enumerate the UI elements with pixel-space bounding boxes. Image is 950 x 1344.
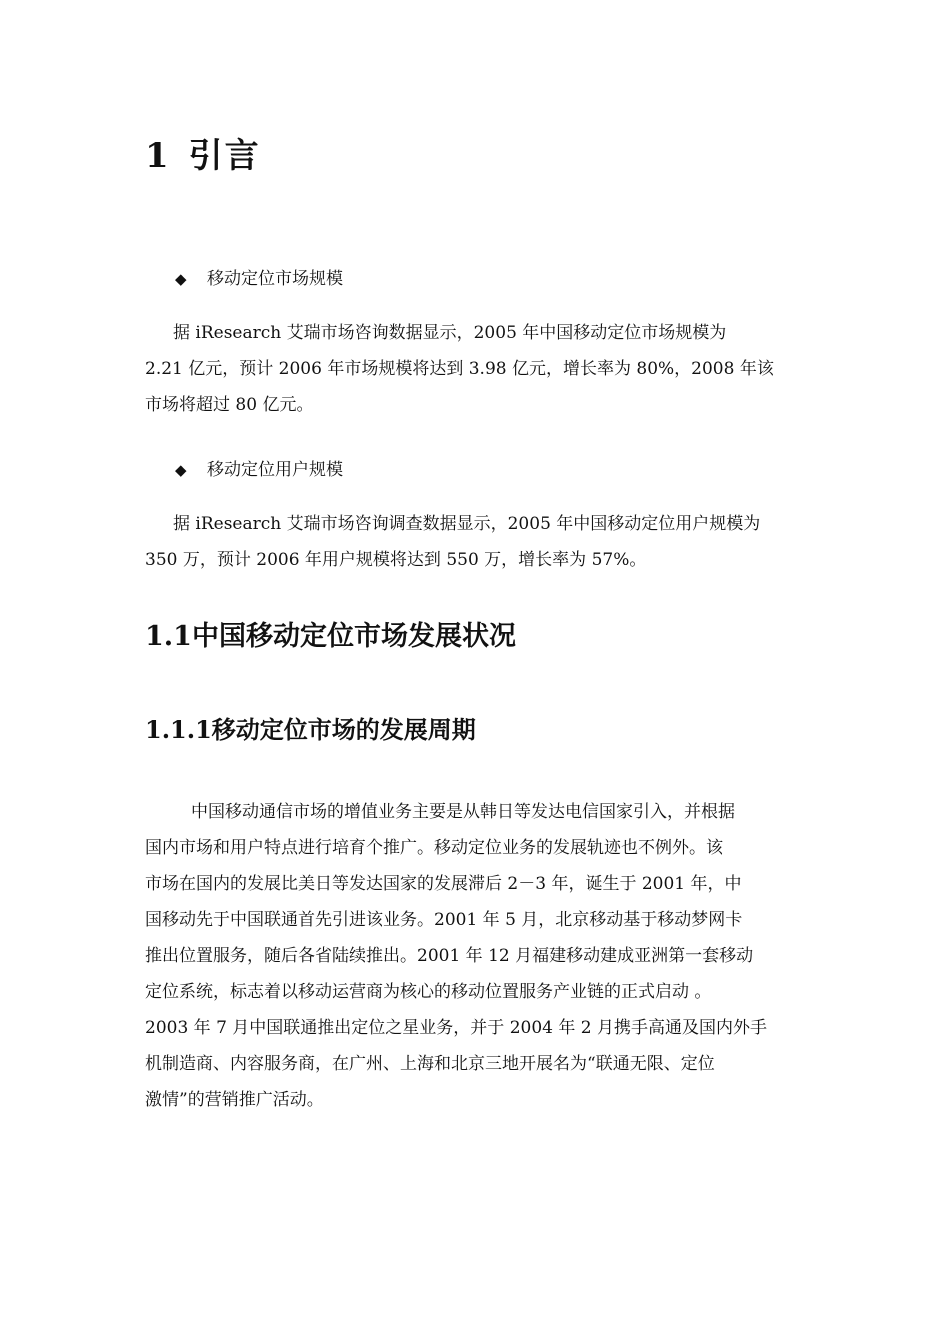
bullet-user-size <box>175 455 343 480</box>
bullet-heading: 移动定位市场规模 <box>207 269 343 289</box>
paragraph-line: 推出位置服务，随后各省陆续推出。2001 年 12 月福建移动建成亚洲第一套移动 <box>145 946 754 966</box>
paragraph-line: 2003 年 7 月中国联通推出定位之星业务，并于 2004 年 2 月携手高通及国内外手 <box>145 1018 767 1038</box>
paragraph-line: 机制造商、内容服务商，在广州、上海和北京三地开展名为“联通无限、定位 <box>145 1054 715 1074</box>
paragraph-line: 据 iResearch 艾瑞市场咨询数据显示，2005 年中国移动定位市场规模为 <box>173 323 727 343</box>
diamond-bullet-icon: ◆ <box>175 270 187 288</box>
paragraph-line: 350 万，预计 2006 年用户规模将达到 550 万，增长率为 57%。 <box>145 550 647 570</box>
section-heading-1-1-1: 1.1.1移动定位市场的发展周期 <box>145 715 476 744</box>
paragraph-user-size <box>145 506 815 578</box>
diamond-bullet-icon: ◆ <box>175 461 187 479</box>
paragraph-line: 定位系统，标志着以移动运营商为核心的移动位置服务产业链的正式启动 。 <box>145 982 712 1002</box>
paragraph-line: 市场将超过 80 亿元。 <box>145 395 314 415</box>
paragraph-line: 据 iResearch 艾瑞市场咨询调查数据显示，2005 年中国移动定位用户规模为 <box>173 514 761 534</box>
paragraph-line: 中国移动通信市场的增值业务主要是从韩日等发达电信国家引入，并根据 <box>191 802 735 822</box>
paragraph-line: 国内市场和用户特点进行培育个推广。移动定位业务的发展轨迹也不例外。该 <box>145 838 723 858</box>
paragraph-line: 激情”的营销推广活动。 <box>145 1090 324 1110</box>
chapter-number: 1 <box>145 136 171 176</box>
paragraph-line: 市场在国内的发展比美日等发达国家的发展滞后 2－3 年，诞生于 2001 年，中 <box>145 874 742 894</box>
section-heading-1-1: 1.1中国移动定位市场发展状况 <box>145 621 516 652</box>
chapter-heading <box>145 128 261 177</box>
paragraph-line: 2.21 亿元，预计 2006 年市场规模将达到 3.98 亿元，增长率为 80%，2008 年该 <box>145 359 774 379</box>
bullet-heading: 移动定位用户规模 <box>207 460 343 480</box>
bullet-market-size <box>175 264 343 289</box>
paragraph-line: 国移动先于中国联通首先引进该业务。2001 年 5 月，北京移动基于移动梦网卡 <box>145 910 743 930</box>
paragraph-market-size <box>145 315 815 423</box>
paragraph-development-cycle <box>145 794 815 1118</box>
chapter-title: 引言 <box>188 136 261 176</box>
